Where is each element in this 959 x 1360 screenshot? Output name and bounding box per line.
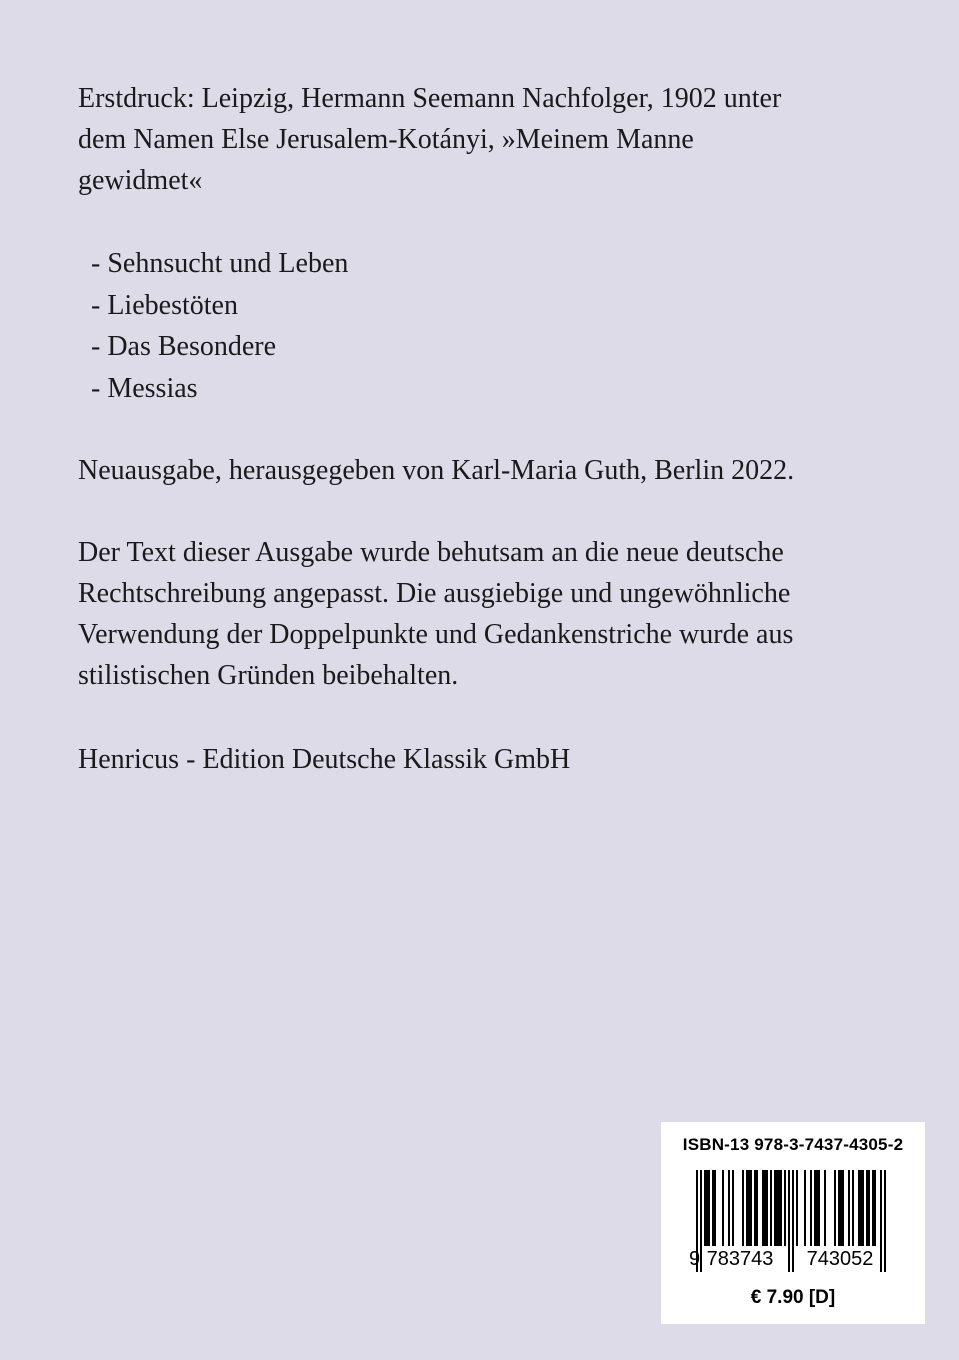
first-edition-line-2: dem Namen Else Jerusalem-Kotányi, »Meinem Manne	[78, 124, 694, 155]
barcode-bar	[840, 1170, 842, 1246]
barcode-bar	[816, 1170, 818, 1246]
list-item: - Messias	[91, 372, 198, 404]
orthography-note	[78, 532, 898, 696]
barcode-guard-bar	[700, 1170, 702, 1272]
orthography-line-2: Rechtschreibung angepasst. Die ausgiebige und ungewöhnliche	[78, 578, 791, 609]
barcode-bar	[750, 1170, 752, 1246]
barcode-bar	[706, 1170, 708, 1246]
barcode-bar	[852, 1170, 854, 1246]
barcode-bar	[872, 1170, 874, 1246]
barcode-bar	[866, 1170, 868, 1246]
barcode-first-digit: 9	[689, 1248, 701, 1270]
list-item: - Liebestöten	[91, 289, 238, 321]
barcode-bar	[824, 1170, 826, 1246]
barcode-bar	[848, 1170, 850, 1246]
barcode-bar	[784, 1170, 786, 1246]
barcode-bar	[732, 1170, 734, 1246]
barcode-bar	[762, 1170, 764, 1246]
publisher-name: Henricus - Edition Deutsche Klassik GmbH	[78, 744, 571, 775]
barcode-bar	[814, 1170, 816, 1246]
barcode-bar	[796, 1170, 798, 1246]
orthography-line-1: Der Text dieser Ausgabe wurde behutsam an die neue deutsche	[78, 537, 784, 568]
works-list	[91, 243, 348, 409]
orthography-line-3: Verwendung der Doppelpunkte und Gedankenstriche wurde aus	[78, 619, 794, 650]
barcode-bar	[712, 1170, 714, 1246]
barcode-left-digits: 783743	[706, 1248, 774, 1270]
first-edition-line-1: Erstdruck: Leipzig, Hermann Seemann Nachfolger, 1902 unter	[78, 83, 782, 114]
barcode-bar	[818, 1170, 820, 1246]
barcode-bar	[860, 1170, 862, 1246]
barcode-bar	[704, 1170, 706, 1246]
barcode-bar	[708, 1170, 710, 1246]
barcode-bar	[838, 1170, 840, 1246]
barcode-bar	[868, 1170, 870, 1246]
barcode-bar	[728, 1170, 730, 1246]
barcode-box	[661, 1122, 925, 1324]
barcode-bar	[874, 1170, 876, 1246]
barcode-bar	[858, 1170, 860, 1246]
first-edition-note	[78, 78, 878, 201]
barcode-bar	[842, 1170, 844, 1246]
edition-note: Neuausgabe, herausgegeben von Karl-Maria Guth, Berlin 2022.	[78, 455, 795, 486]
barcode-guard-bar	[880, 1170, 882, 1272]
barcode-guard-bar	[788, 1170, 790, 1272]
orthography-line-4: stilistischen Gründen beibehalten.	[78, 660, 459, 691]
barcode-bar	[742, 1170, 744, 1246]
barcode-bar	[746, 1170, 748, 1246]
barcode-bar	[754, 1170, 756, 1246]
barcode-bar	[774, 1170, 776, 1246]
barcode-bar	[776, 1170, 778, 1246]
barcode-bar	[770, 1170, 772, 1246]
barcode-bar	[804, 1170, 806, 1246]
barcode-bar	[780, 1170, 782, 1246]
barcode-bar	[748, 1170, 750, 1246]
barcode-bar	[778, 1170, 780, 1246]
barcode-bar	[766, 1170, 768, 1246]
barcode-right-digits: 743052	[806, 1248, 874, 1270]
first-edition-line-3: gewidmet«	[78, 165, 203, 196]
list-item: - Sehnsucht und Leben	[91, 248, 349, 279]
list-item: - Das Besondere	[91, 331, 277, 362]
barcode-bar	[714, 1170, 716, 1246]
barcode-bar	[756, 1170, 758, 1246]
barcode-guard-bar	[792, 1170, 794, 1272]
barcode-bar	[862, 1170, 864, 1246]
barcode-bar	[810, 1170, 812, 1246]
isbn-label: ISBN-13 978-3-7437-4305-2	[682, 1135, 904, 1154]
barcode-guard-bar	[884, 1170, 886, 1272]
barcode-bar	[764, 1170, 766, 1246]
barcode-bar	[722, 1170, 724, 1246]
barcode-bar	[834, 1170, 836, 1246]
price-label: € 7.90 [D]	[750, 1287, 836, 1308]
